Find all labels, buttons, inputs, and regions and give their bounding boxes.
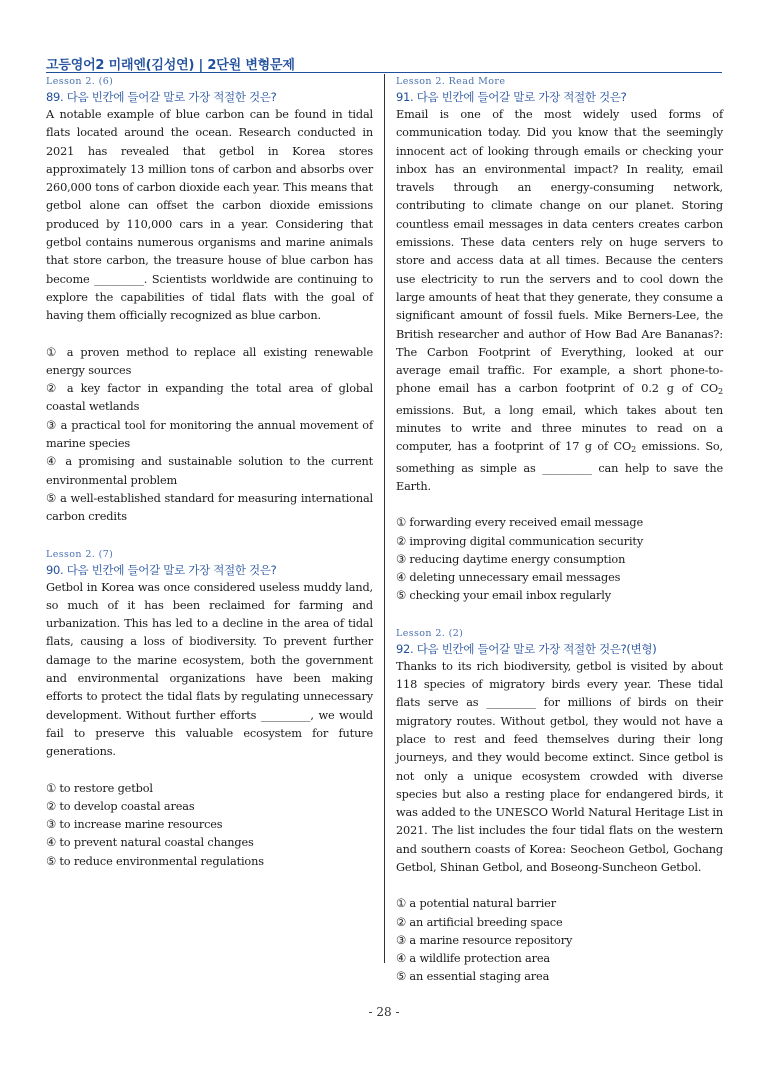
answer-choice-3[interactable]: ③ a marine resource repository: [396, 933, 573, 947]
page-number: - 28 -: [368, 1005, 400, 1019]
answer-choice-1[interactable]: ① a proven method to replace all existing renewable energy sources: [46, 345, 373, 377]
spacer: [46, 527, 373, 547]
question-title: 92. 다음 빈칸에 들어갈 말로 가장 적절한 것은?(변형): [396, 641, 657, 656]
answer-choice-5[interactable]: ⑤ a well-established standard for measuring international carbon credits: [46, 491, 373, 524]
answer-choice-2[interactable]: ② an artificial breeding space: [396, 915, 563, 929]
answer-choice-2[interactable]: ② a key factor in expanding the total area of global coastal wetlands: [46, 382, 373, 414]
question-title: 91. 다음 빈칸에 들어갈 말로 가장 적절한 것은?: [396, 90, 627, 104]
lesson-label: Lesson 2. (2): [396, 627, 464, 639]
column-divider: [384, 74, 385, 963]
answer-choice-4[interactable]: ④ to prevent natural coastal changes: [46, 836, 254, 850]
answer-choices: [396, 514, 723, 605]
subscript: 2: [718, 387, 723, 397]
lesson-label: Lesson 2. (7): [46, 548, 114, 560]
page-header-title: 고등영어2 미래엔(김성연) | 2단원 변형문제: [46, 58, 295, 73]
question-91: [396, 75, 723, 606]
passage-part: emissions. But, a long email, which takes about ten minutes to write and three minutes to read on a computer, has a footprint of 17 g of CO: [396, 403, 723, 454]
answer-choice-4[interactable]: ④ deleting unnecessary email messages: [396, 571, 621, 585]
answer-choice-1[interactable]: ① forwarding every received email message: [396, 516, 644, 530]
answer-choice-5[interactable]: ⑤ checking your email inbox regularly: [396, 589, 611, 603]
answer-choice-5[interactable]: ⑤ to reduce environmental regulations: [46, 854, 264, 868]
answer-choice-2[interactable]: ② improving digital communication security: [396, 534, 644, 548]
answer-choice-3[interactable]: ③ a practical tool for monitoring the annual movement of marine species: [46, 418, 373, 451]
question-89: [46, 75, 373, 527]
passage-part: emissions. So, something as simple as _________ can help to save the Earth.: [396, 440, 723, 493]
spacer: [396, 606, 723, 626]
question-passage: A notable example of blue carbon can be found in tidal flats located around the ocean. Research conducted in 2021 has revealed that getbol in Korea stores approximately 13 million tons of carbon and absorbs over 260,000 tons of carbon dioxide each year. This means that getbol alone can offset the carbon dioxide emissions produced by 110,000 cars in a year. Considering that getbol contains numerous organisms and marine animals that store carbon, the treasure house of blue carbon has become _________. Scientists worldwide are continuing to explore the capabilities of tidal flats with the goal of having them officially recognized as blue carbon.: [46, 108, 373, 323]
question-passage: Getbol in Korea was once considered useless muddy land, so much of it has been reclaimed for farming and urbanization. This has led to a decline in the area of tidal flats, causing a loss of biodiversity. To prevent further damage to the marine ecosystem, both the government and environmental organizations have been making efforts to protect the tidal flats by regulating unnecessary development. Without further efforts _________, we would fail to preserve this valuable ecosystem for future generations.: [46, 580, 373, 759]
answer-choices: [396, 895, 723, 986]
question-title: 89. 다음 빈칸에 들어갈 말로 가장 적절한 것은?: [46, 90, 277, 104]
answer-choice-1[interactable]: ① to restore getbol: [46, 781, 153, 795]
header-rule: [46, 72, 722, 73]
answer-choice-4[interactable]: ④ a promising and sustainable solution to the current environmental problem: [46, 455, 373, 487]
lesson-label: Lesson 2. Read More: [396, 76, 506, 87]
answer-choice-3[interactable]: ③ to increase marine resources: [46, 818, 223, 832]
lesson-label: Lesson 2. (6): [46, 76, 114, 87]
answer-choices: [46, 344, 373, 527]
question-title: 90. 다음 빈칸에 들어갈 말로 가장 적절한 것은?: [46, 562, 277, 577]
passage-part: Email is one of the most widely used forms of communication today. Did you know that the seemingly innocent act of looking through emails or checking your inbox has an environmental impact? In reality, email travels through an energy-consuming network, contributing to climate change on our planet. Storing countless email messages in data centers creates carbon emissions. These data centers rely on huge servers to store and access data at all times. Because the centers use electricity to run the servers and to cool down the large amounts of heat that they generate, they consume a significant amount of fossil fuels. Mike Berners-Lee, the British researcher and author of How Bad Are Bananas?: The Carbon Footprint of Everything, looked at our average email traffic. For example, a short phone-to-phone email has a carbon footprint of 0.2 g of CO: [396, 108, 723, 396]
question-90: [46, 548, 373, 871]
left-column: [46, 74, 373, 871]
answer-choice-2[interactable]: ② to develop coastal areas: [46, 799, 195, 813]
answer-choice-4[interactable]: ④ a wildlife protection area: [396, 952, 551, 966]
question-92: [396, 627, 723, 987]
subscript: 2: [631, 445, 637, 455]
answer-choice-1[interactable]: ① a potential natural barrier: [396, 897, 556, 911]
answer-choices: [46, 780, 373, 871]
right-column: [396, 74, 723, 987]
answer-choice-3[interactable]: ③ reducing daytime energy consumption: [396, 552, 626, 566]
answer-choice-5[interactable]: ⑤ an essential staging area: [396, 970, 550, 984]
question-passage: [396, 106, 723, 496]
question-passage: Thanks to its rich biodiversity, getbol is visited by about 118 species of migratory birds every year. These tidal flats serve as _________ for millions of birds on their migratory routes. Without getbol, they would not have a place to rest and feed themselves during their long journeys, and they would become extinct. Since getbol is not only a unique ecosystem crowded with diverse species but also a resting place for endangered birds, it was added to the UNESCO World Natural Heritage List in 2021. The list includes the four tidal flats on the western and southern coasts of Korea: Seocheon Getbol, Gochang Getbol, Shinan Getbol, and Boseong-Suncheon Getbol.: [396, 659, 723, 874]
